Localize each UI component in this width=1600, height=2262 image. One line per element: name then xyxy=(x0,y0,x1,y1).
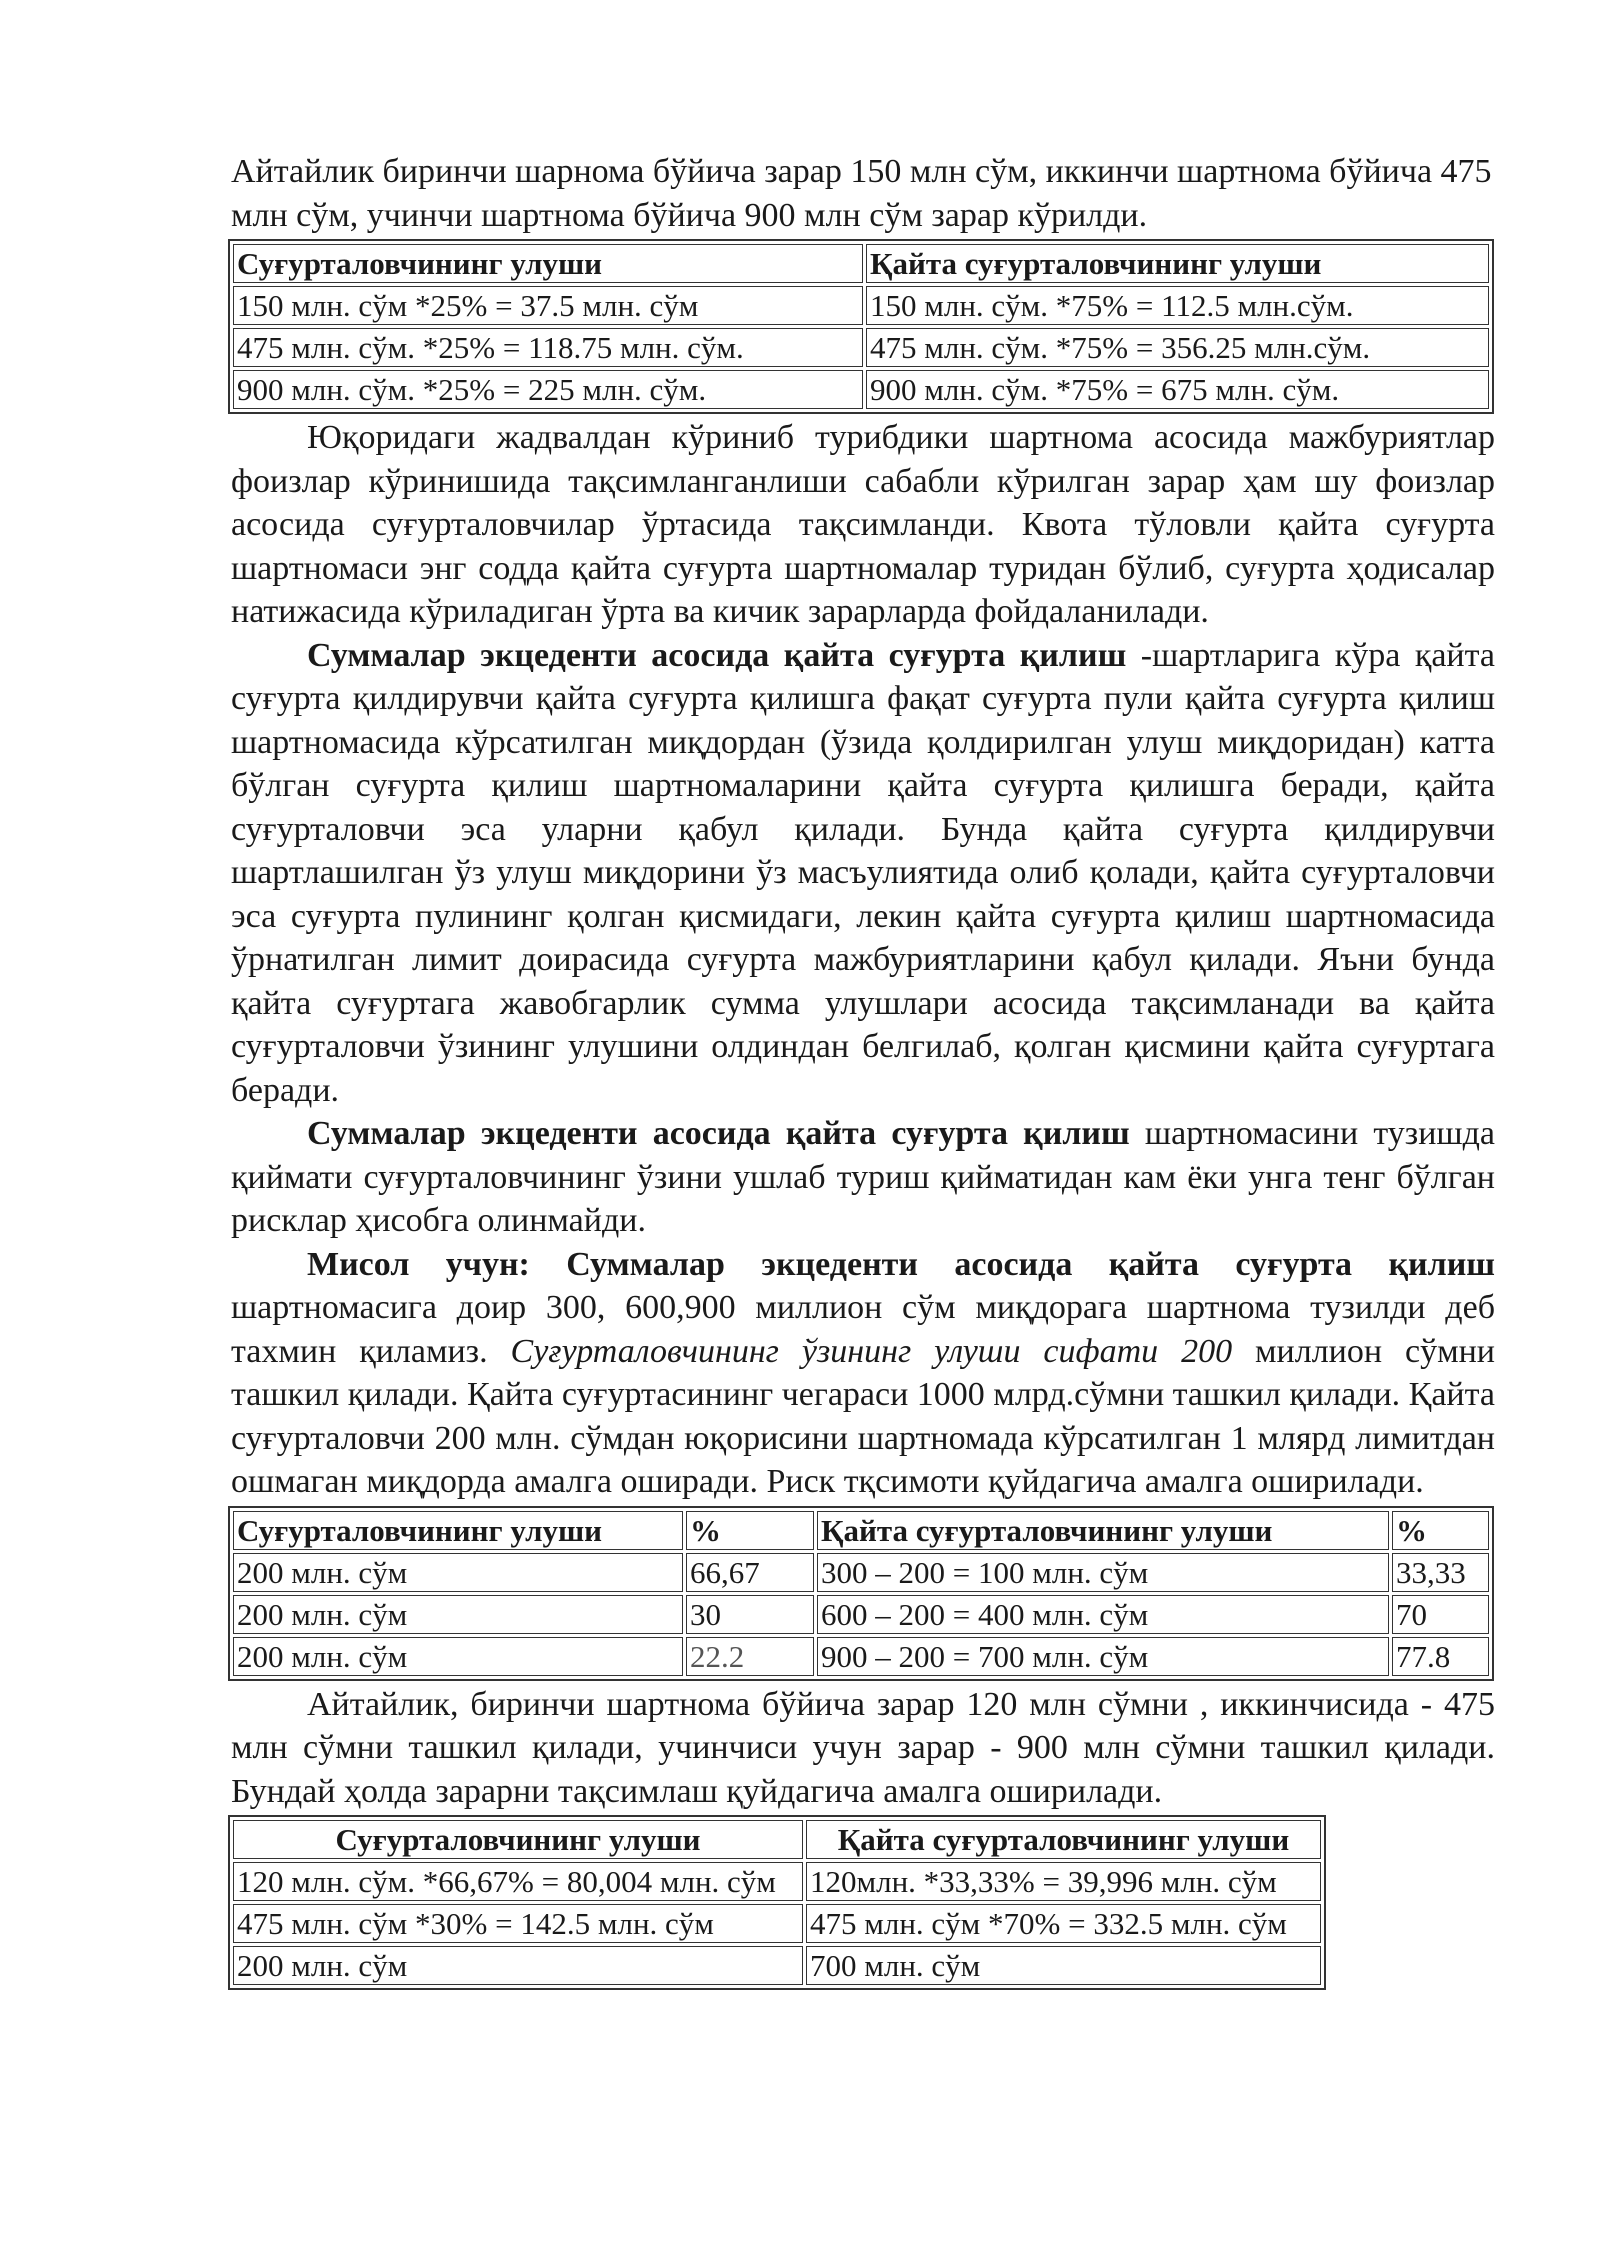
table-row xyxy=(233,370,1489,409)
table-cell: 150 млн. сўм. *75% = 112.5 млн.сўм. xyxy=(866,286,1489,325)
quota-explanation-paragraph: Юқоридаги жадвалдан кўриниб турибдики шартнома асосида мажбуриятлар фоизлар кўринишида тақсимланганлиши сабабли кўрилган зарар ҳам шу фоизлар асосида суғурталовчилар ўртасида тақсимланди. Квота тўловли қайта суғурта шартномаси энг содда қайта суғурта шартномалар туридан бўлиб, суғурта ҳодисалар натижасида кўриладиган ўрта ва кичик зарарларда фойдаланилади. xyxy=(231,419,1495,630)
table-header-row xyxy=(233,244,1489,283)
table-row xyxy=(233,1595,1489,1634)
table-cell: 475 млн. сўм. *75% = 356.25 млн.сўм. xyxy=(866,328,1489,367)
bold-term: Суммалар экцеденти асосида қайта суғурта қилиш xyxy=(307,1115,1130,1152)
table-cell: 475 млн. сўм *70% = 332.5 млн. сўм xyxy=(806,1904,1321,1943)
bold-term: Мисол учун: Суммалар экцеденти асосида қайта суғурта қилиш xyxy=(307,1245,1495,1283)
excess-share-table xyxy=(228,1506,1494,1681)
paragraph-text: шартномасини тузишда қиймати суғурталовчининг ўзини ушлаб туриш қийматидан кам ёки унга тенг бўлган рисклар ҳисобга олинмайди. xyxy=(231,1115,1495,1239)
table-header-row xyxy=(233,1511,1489,1550)
excess-definition-paragraph xyxy=(231,634,1495,1113)
table-cell: 200 млн. сўм xyxy=(233,1637,683,1676)
table-cell: 700 млн. сўм xyxy=(806,1946,1321,1985)
table-cell: 900 – 200 = 700 млн. сўм xyxy=(817,1637,1389,1676)
table-cell: 200 млн. сўм xyxy=(233,1946,803,1985)
header-percent: % xyxy=(686,1511,814,1550)
table-cell: 22.2 xyxy=(686,1637,814,1676)
table-cell: 200 млн. сўм xyxy=(233,1595,683,1634)
table-cell: 30 xyxy=(686,1595,814,1634)
italic-text: Суғурталовчининг ўзининг улуши сифати 200 xyxy=(510,1332,1233,1370)
table-header-row xyxy=(233,1820,1321,1859)
excess-contract-paragraph xyxy=(231,1112,1495,1243)
table-cell: 70 xyxy=(1392,1595,1489,1634)
table-cell: 475 млн. сўм *30% = 142.5 млн. сўм xyxy=(233,1904,803,1943)
header-reinsurer-share: Қайта суғурталовчининг улуши xyxy=(817,1511,1389,1550)
table-cell: 200 млн. сўм xyxy=(233,1553,683,1592)
header-insurer-share: Суғурталовчининг улуши xyxy=(233,1820,803,1859)
table-row xyxy=(233,1637,1489,1676)
example-paragraph xyxy=(231,1243,1495,1504)
paragraph-text: миллион сўмни ташкил қилади. Қайта суғуртасининг чегараси 1000 млрд.сўмни ташкил қилади. Қайта суғурталовчи 200 млн. сўмдан юқорисини шартномада кўрсатилган 1 млярд лимитдан ошмаган миқдорда амалга оширади. Риск тқсимоти қуйдагича амалга оширилади. xyxy=(231,1332,1495,1500)
table-cell: 150 млн. сўм *25% = 37.5 млн. сўм xyxy=(233,286,863,325)
header-reinsurer-share: Қайта суғурталовчининг улуши xyxy=(806,1820,1321,1859)
header-insurer-share: Суғурталовчининг улуши xyxy=(233,244,863,283)
table-cell: 120 млн. сўм. *66,67% = 80,004 млн. сўм xyxy=(233,1862,803,1901)
document-page xyxy=(231,150,1495,1990)
table-cell: 300 – 200 = 100 млн. сўм xyxy=(817,1553,1389,1592)
table-cell: 900 млн. сўм. *25% = 225 млн. сўм. xyxy=(233,370,863,409)
table-cell: 66,67 xyxy=(686,1553,814,1592)
header-percent: % xyxy=(1392,1511,1489,1550)
bold-term: Суммалар экцеденти асосида қайта суғурта қилиш xyxy=(307,636,1127,674)
table-row xyxy=(233,1553,1489,1592)
quota-loss-table xyxy=(228,239,1494,414)
paragraph-text: -шартларига кўра қайта суғурта қилдирувчи қайта суғурта қилишга фақат суғурта пули қайта суғурта қилиш шартномасида кўрсатилган миқдордан (ўзида қолдирилган улуш миқдоридан) катта бўлган суғурта қилиш шартномаларини қайта суғурта қилишга беради, қайта суғурталовчи эса уларни қабул қилади. Бунда қайта суғурта қилдирувчи шартлашилган ўз улуш миқдорини ўз масъулиятида олиб қолади, қайта суғурталовчи эса суғурта пулининг қолган қисмидаги, лекин қайта суғурта қилиш шартномасида ўрнатилган лимит доирасида суғурта мажбуриятларини қабул қилади. Яъни бунда қайта суғуртага жавобгарлик сумма улушлари асосида тақсимланади ва қайта суғурталовчи ўзининг улушини олдиндан белгилаб, қолган қисмини қайта суғуртага беради. xyxy=(231,636,1495,1109)
paragraph-text: шартномасига доир 300, 600,900 миллион сўм миқдорага шартнома тузилди деб тахмин қиламиз. xyxy=(231,1289,1495,1370)
table-row xyxy=(233,328,1489,367)
intro-paragraph: Айтайлик биринчи шарнома бўйича зарар 150 млн сўм, иккинчи шартнома бўйича 475 млн сўм, учинчи шартнома бўйича 900 млн сўм зарар кўрилди. xyxy=(231,153,1492,234)
excess-loss-table xyxy=(228,1815,1326,1990)
header-insurer-share: Суғурталовчининг улуши xyxy=(233,1511,683,1550)
table-cell: 77.8 xyxy=(1392,1637,1489,1676)
table-cell: 600 – 200 = 400 млн. сўм xyxy=(817,1595,1389,1634)
table-cell: 475 млн. сўм. *25% = 118.75 млн. сўм. xyxy=(233,328,863,367)
loss-distribution-paragraph: Айтайлик, биринчи шартнома бўйича зарар 120 млн сўмни , иккинчисида - 475 млн сўмни ташкил қилади, учинчиси учун зарар - 900 млн сўмни ташкил қилади. Бундай ҳолда зарарни тақсимлаш қуйдагича амалга оширилади. xyxy=(231,1685,1495,1810)
header-reinsurer-share: Қайта суғурталовчининг улуши xyxy=(866,244,1489,283)
table-cell: 33,33 xyxy=(1392,1553,1489,1592)
table-row xyxy=(233,1862,1321,1901)
table-row xyxy=(233,1946,1321,1985)
table-row xyxy=(233,1904,1321,1943)
table-row xyxy=(233,286,1489,325)
table-cell: 120млн. *33,33% = 39,996 млн. сўм xyxy=(806,1862,1321,1901)
table-cell: 900 млн. сўм. *75% = 675 млн. сўм. xyxy=(866,370,1489,409)
